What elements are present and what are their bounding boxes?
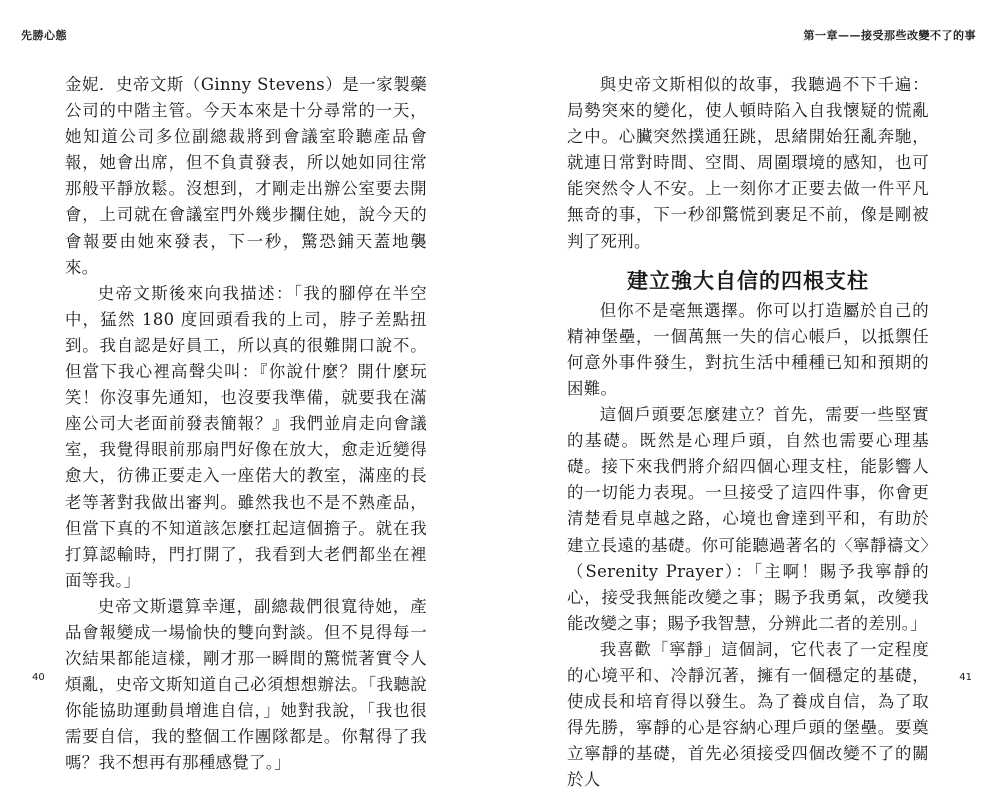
running-head-chapter-title: 第一章——接受那些改變不了的事 [803, 29, 976, 42]
left-page-body [65, 72, 427, 777]
left-page [0, 0, 500, 773]
page-number: 41 [959, 672, 972, 683]
page-number: 40 [32, 672, 45, 683]
body-paragraph: 金妮．史帝文斯（Ginny Stevens）是一家製藥公司的中階主管。今天本來是十分尋常的一天，她知道公司多位副總裁將到會議室聆聽產品會報，她會出席，但不負責發表，所以她如同往常那般平靜放鬆。沒想到，才剛走出辦公室要去開會，上司就在會議室門外幾步攔住她，說今天的會報要由她來發表，下一秒，驚恐鋪天蓋地襲來。 [65, 75, 427, 277]
body-paragraph: 我喜歡「寧靜」這個詞，它代表了一定程度的心境平和、冷靜沉著，擁有一個穩定的基礎，使成長和培育得以發生。為了養成自信，為了取得先勝，寧靜的心是容納心理戶頭的堡壘。要奠立寧靜的基礎，首先必須接受四個改變不了的關於人 [567, 639, 929, 790]
section-heading: 建立強大自信的四根支柱 [627, 267, 869, 293]
body-paragraph: 與史帝文斯相似的故事，我聽過不下千遍：局勢突來的變化，使人頓時陷入自我懷疑的慌亂之中。心臟突然撲通狂跳，思緒開始狂亂奔馳，就連日常對時間、空間、周圍環境的感知，也可能突然令人不安。上一刻你才正要去做一件平凡無奇的事，下一秒卻驚慌到裹足不前，像是剛被判了死刑。 [567, 75, 929, 251]
body-paragraph: 這個戶頭要怎麼建立？首先，需要一些堅實的基礎。既然是心理戶頭，自然也需要心理基礎。接下來我們將介紹四個心理支柱，能影響人的一切能力表現。一旦接受了這四件事，你會更清楚看見卓越之路，心境也會達到平和，有助於建立長遠的基礎。你可能聽過著名的〈寧靜禱文〉（Serenity Prayer）：「主啊！賜予我寧靜的心，接受我無能改變之事；賜予我勇氣，改變我能改變之事；賜予我智慧，分辨此二者的差別。」 [567, 405, 929, 633]
right-page-body [567, 72, 929, 793]
body-paragraph: 史帝文斯還算幸運，副總裁們很寬待她，產品會報變成一場愉快的雙向對談。但不見得每一次結果都能這樣，剛才那一瞬間的驚慌著實令人煩亂，史帝文斯知道自己必須想想辦法。「我聽說你能協助運動員增進自信，」她對我說，「我也很需要自信，我的整個工作團隊都是。你幫得了我嗎？我不想再有那種感覺了。」 [65, 596, 427, 773]
body-paragraph: 但你不是毫無選擇。你可以打造屬於自己的精神堡壘，一個萬無一失的信心帳戶，以抵禦任何意外事件發生，對抗生活中種種已知和預期的困難。 [567, 300, 929, 398]
running-head-book-title: 先勝心態 [21, 29, 67, 42]
right-page [500, 0, 1000, 790]
body-paragraph: 史帝文斯後來向我描述：「我的腳停在半空中，猛然 180 度回頭看我的上司，脖子差點扭到。我自認是好員工，所以真的很難開口說不。但當下我心裡高聲尖叫：『你說什麼？開什麼玩笑！你沒事先通知，也沒要我準備，就要我在滿座公司大老面前發表簡報？』我們並肩走向會議室，我覺得眼前那扇門好像在放大，愈走近變得愈大，彷彿正要走入一座偌大的教室，滿座的長老等著對我做出審判。雖然我也不是不熟產品，但當下真的不知道該怎麼扛起這個擔子。就在我打算認輸時，門打開了，我看到大老們都坐在裡面等我。」 [65, 283, 427, 590]
